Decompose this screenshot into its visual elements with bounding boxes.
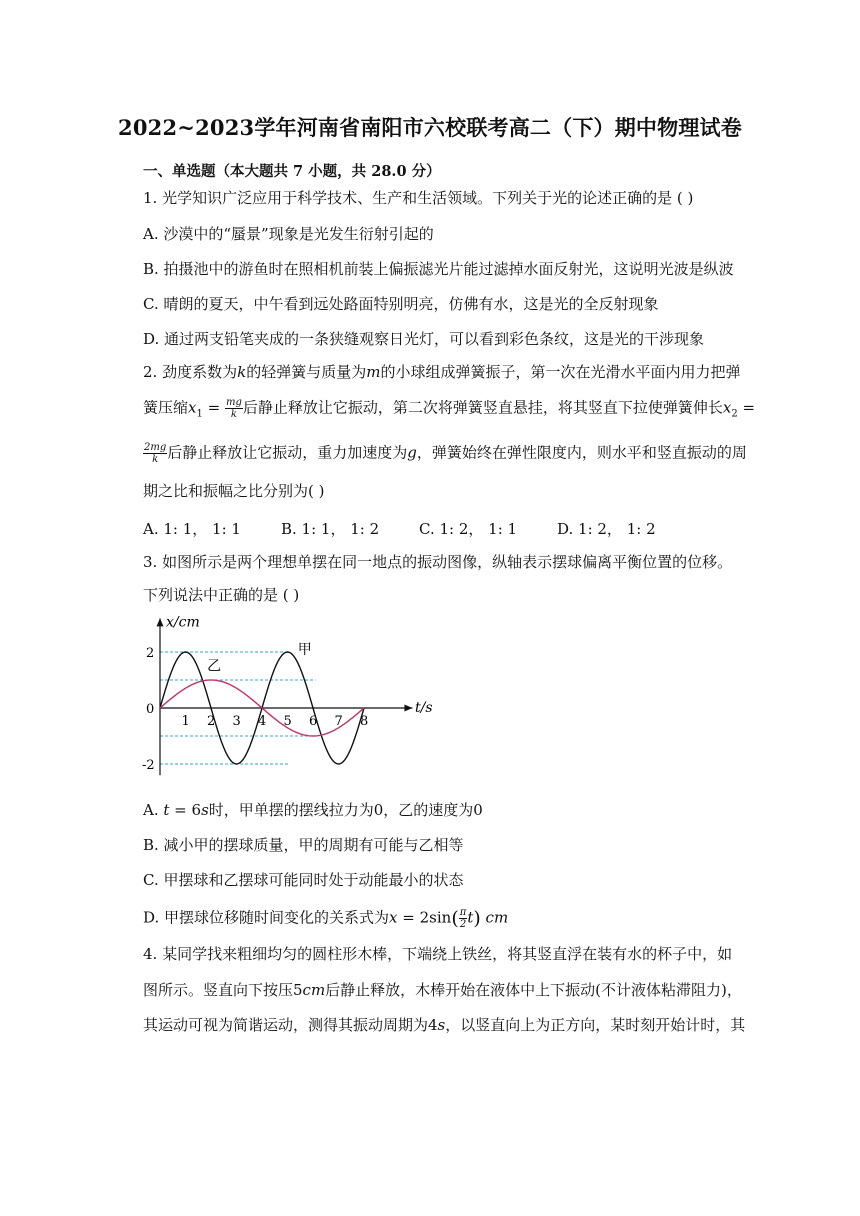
option-text: D. 甲摆球位移随时间变化的关系式为: [143, 908, 390, 927]
x-tick-label-4: 4: [258, 714, 267, 729]
q2-var-m: m: [366, 363, 381, 381]
q2-text: 的轻弹簧与质量为: [246, 363, 367, 381]
fraction-numerator: π: [459, 907, 467, 918]
fraction-numerator: 2mg: [144, 442, 167, 453]
series-label-甲: 甲: [297, 642, 312, 658]
q3-option-a: [143, 800, 483, 820]
x-tick-label-3: 3: [232, 714, 241, 729]
q2-text: 后静止释放让它振动，第二次将弹簧竖直悬挂，将其竖直下拉使弹簧伸长: [242, 398, 723, 417]
x-tick-label-8: 8: [360, 714, 369, 729]
option-label: A.: [143, 801, 164, 819]
section-heading: 一、单选题（本大题共 7 小题，共 28.0 分）: [143, 163, 441, 180]
q2-var-x2: x: [722, 398, 732, 417]
q2-eq: =: [202, 398, 225, 417]
q3-option-b: B. 减小甲的摆球质量，甲的周期有可能与乙相等: [143, 836, 464, 854]
q2-line-4: 期之比和振幅之比分别为( ): [143, 482, 325, 500]
q2-sub-1: 1: [196, 408, 203, 420]
fraction-denominator: 2: [459, 919, 467, 930]
q2-option-d: D. 1: 2， 1: 2: [557, 520, 656, 538]
x-tick-label-5: 5: [283, 714, 292, 729]
x-tick-label-6: 6: [309, 714, 318, 729]
q3-stem-line-1: 3. 如图所示是两个理想单摆在同一地点的振动图像，纵轴表示摆球偏离平衡位置的位移。: [143, 553, 733, 571]
q2-var-k: k: [237, 363, 247, 381]
q2-line-2: [143, 397, 755, 425]
q2-line-1: [143, 362, 740, 382]
q2-sub-2: 2: [731, 408, 738, 420]
page-title: 2022~2023学年河南省南阳市六校联考高二（下）期中物理试卷: [118, 115, 742, 140]
q2-var-g: g: [407, 443, 417, 462]
q2-option-b: B. 1: 1， 1: 2: [281, 520, 380, 538]
q2-text: 2. 劲度系数为: [143, 363, 238, 381]
q2-option-a: A. 1: 1， 1: 1: [143, 520, 241, 538]
x-tick-label-2: 2: [207, 714, 216, 729]
q2-eq: =: [737, 398, 756, 417]
fraction-denominator: k: [230, 409, 237, 420]
x-tick-label-1: 1: [181, 714, 190, 729]
q1-option-b: B. 拍摄池中的游鱼时在照相机前装上偏振滤光片能过滤掉水面反射光，这说明光波是纵波: [143, 260, 734, 278]
q4-text: ，以竖直向上为正方向，某时刻开始计时，其: [445, 1016, 746, 1034]
q2-text: 簧压缩: [143, 398, 189, 417]
x-axis-label: t/s: [415, 700, 433, 716]
q1-option-d: D. 通过两支铅笔夹成的一条狭缝观察日光灯，可以看到彩色条纹，这是光的干涉现象: [143, 330, 705, 348]
fraction-denominator: k: [152, 454, 159, 465]
option-text: 时，甲单摆的摆线拉力为0，乙的速度为0: [208, 801, 483, 819]
math-var-t: t: [163, 801, 170, 819]
q4-line-1: 4. 某同学找来粗细均匀的圆柱形木棒，下端绕上铁丝，将其竖直浮在装有水的杯子中，如: [143, 945, 733, 963]
math-text: = 6: [169, 801, 202, 819]
paren-close: ): [473, 907, 481, 930]
q2-options: [143, 518, 695, 539]
q4-line-2: [143, 980, 742, 1000]
q2-text: 后静止释放让它振动，重力加速度为: [167, 443, 408, 462]
q2-fraction-2: [143, 442, 167, 465]
q2-option-c: C. 1: 2， 1: 1: [419, 520, 518, 538]
fraction-numerator: mg: [225, 397, 242, 408]
q2-var-x1: x: [188, 398, 197, 417]
q2-fraction-1: [225, 397, 243, 420]
q4-text: 后静止释放，木棒开始在液体中上下振动(不计液体粘滞阻力)，: [325, 981, 742, 999]
q4-line-3: [143, 1015, 745, 1035]
math-text: = 2sin: [397, 908, 452, 927]
q2-line-3: [143, 442, 747, 465]
x-axis-arrow: [404, 705, 412, 712]
x-tick-label-7: 7: [334, 714, 343, 729]
q1-stem: 1. 光学知识广泛应用于科学技术、生产和生活领域。下列关于光的论述正确的是 ( ): [143, 189, 694, 207]
y-tick-label--2: -2: [142, 758, 155, 773]
q2-text: 的小球组成弹簧振子，第一次在光滑水平面内用力把弹: [380, 363, 741, 381]
q1-option-a: A. 沙漠中的“蜃景”现象是光发生衍射引起的: [143, 225, 434, 243]
math-unit-cm: cm: [485, 908, 509, 927]
math-unit-s: s: [437, 1016, 446, 1034]
y-tick-label-0: 0: [146, 702, 155, 717]
q2-text: ，弹簧始终在弹性限度内，则水平和竖直振动的周: [416, 443, 747, 462]
math-var-x: x: [389, 908, 398, 927]
y-axis-arrow: [157, 618, 164, 626]
y-axis-label: x/cm: [166, 614, 200, 631]
q3-stem-line-2: 下列说法中正确的是 ( ): [143, 586, 300, 604]
q4-text: 图所示。竖直向下按压5: [143, 981, 303, 999]
math-unit-s: s: [201, 801, 209, 819]
q4-text: 其运动可视为简谐运动，测得其振动周期为4: [143, 1016, 438, 1034]
q1-option-c: C. 晴朗的夏天，中午看到远处路面特别明亮，仿佛有水，这是光的全反射现象: [143, 295, 659, 313]
math-var-t: t: [467, 908, 474, 927]
oscillation-graph: [138, 614, 433, 790]
series-label-乙: 乙: [207, 658, 222, 675]
q3-option-d: [143, 907, 508, 930]
math-unit-cm: cm: [302, 981, 326, 999]
paren-open: (: [451, 907, 459, 930]
q3-option-c: C. 甲摆球和乙摆球可能同时处于动能最小的状态: [143, 871, 464, 889]
y-tick-label-2: 2: [146, 646, 155, 661]
